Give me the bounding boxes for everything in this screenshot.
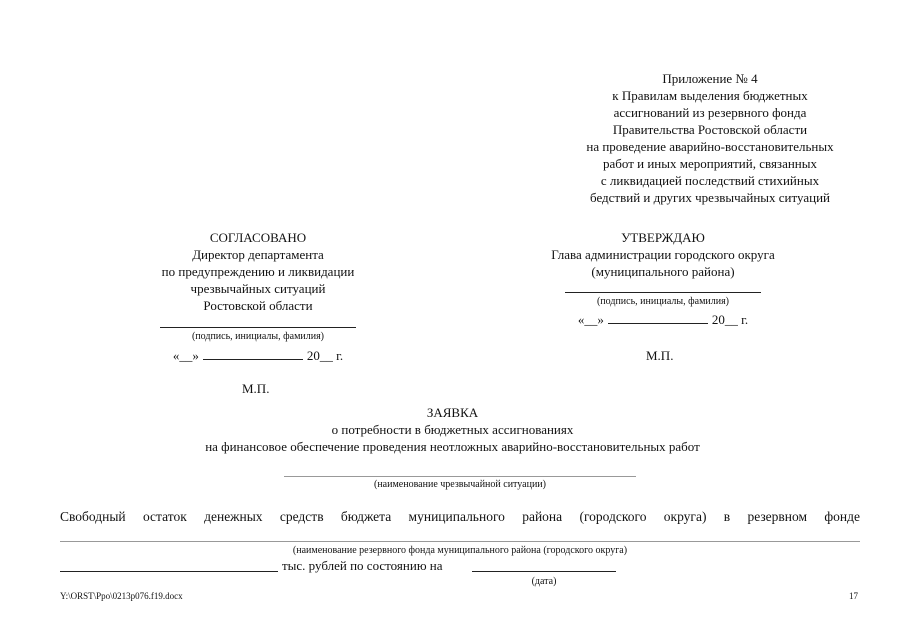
file-path: Y:\ORST\Ppo\0213p076.f19.docx bbox=[60, 591, 183, 601]
approved-heading: УТВЕРЖДАЮ bbox=[621, 230, 705, 245]
appendix-line: Приложение № 4 bbox=[662, 71, 758, 86]
agreed-heading: СОГЛАСОВАНО bbox=[209, 230, 307, 245]
agreed-signature-caption: (подпись, инициалы, фамилия) bbox=[191, 331, 325, 342]
reserve-fund-caption: (наименование резервного фонда муниципального района (городского округа) bbox=[292, 545, 628, 556]
appendix-line: Правительства Ростовской области bbox=[612, 122, 808, 137]
balance-word: резервном bbox=[747, 509, 808, 524]
agreed-date-year: 20__ г. bbox=[306, 348, 344, 363]
free-balance-text bbox=[60, 508, 860, 525]
approved-block bbox=[526, 229, 800, 328]
balance-word: денежных bbox=[204, 509, 263, 524]
agreed-date-day: «__» bbox=[172, 348, 199, 363]
agreed-date bbox=[140, 347, 376, 364]
request-title-block bbox=[0, 404, 905, 455]
agreed-stamp: М.П. bbox=[242, 381, 270, 396]
approved-signature-caption: (подпись, инициалы, фамилия) bbox=[596, 296, 730, 307]
approved-signature-line bbox=[565, 292, 761, 293]
approved-date-year: 20__ г. bbox=[711, 312, 749, 327]
agreed-line: по предупреждению и ликвидации bbox=[161, 264, 355, 279]
appendix-line: к Правилам выделения бюджетных bbox=[612, 88, 808, 103]
reserve-fund-line bbox=[60, 541, 860, 542]
appendix-line: бедствий и других чрезвычайных ситуаций bbox=[590, 190, 830, 205]
appendix-line: ассигнований из резервного фонда bbox=[613, 105, 807, 120]
agreed-line: Ростовской области bbox=[203, 298, 313, 313]
agreed-line: Директор департамента bbox=[192, 247, 324, 262]
request-title: ЗАЯВКА bbox=[426, 405, 479, 420]
appendix-line: работ и иных мероприятий, связанных bbox=[602, 156, 817, 171]
balance-word: фонде bbox=[824, 509, 860, 524]
agreed-date-month-blank bbox=[203, 347, 303, 360]
appendix-line: с ликвидацией последствий стихийных bbox=[600, 173, 820, 188]
request-subtitle: о потребности в бюджетных ассигнованиях bbox=[331, 422, 574, 437]
approved-date bbox=[526, 311, 800, 328]
balance-word: в bbox=[723, 509, 731, 524]
emergency-name-line bbox=[284, 476, 636, 477]
approved-date-month-blank bbox=[608, 311, 708, 324]
date-blank bbox=[472, 571, 616, 572]
agreed-signature-line bbox=[160, 327, 356, 328]
approved-line: Глава администрации городского округа bbox=[551, 247, 775, 262]
approved-line: (муниципального района) bbox=[591, 264, 735, 279]
amount-text: тыс. рублей по состоянию на bbox=[282, 558, 443, 573]
balance-word: района bbox=[522, 509, 563, 524]
agreed-block bbox=[140, 229, 376, 364]
balance-word: Свободный bbox=[60, 509, 126, 524]
approved-date-day: «__» bbox=[577, 312, 604, 327]
appendix-line: на проведение аварийно-восстановительных bbox=[586, 139, 834, 154]
balance-word: средств bbox=[279, 509, 324, 524]
request-subtitle: на финансовое обеспечение проведения неотложных аварийно-восстановительных работ bbox=[205, 439, 700, 454]
date-caption: (дата) bbox=[531, 576, 557, 587]
emergency-caption: (наименование чрезвычайной ситуации) bbox=[374, 479, 546, 490]
balance-word: округа) bbox=[663, 509, 707, 524]
approved-stamp: М.П. bbox=[646, 348, 674, 363]
page-number: 17 bbox=[849, 591, 858, 601]
balance-word: остаток bbox=[142, 509, 187, 524]
balance-word: бюджета bbox=[340, 509, 392, 524]
agreed-line: чрезвычайных ситуаций bbox=[190, 281, 326, 296]
appendix-header bbox=[560, 70, 860, 206]
balance-word: (городского bbox=[579, 509, 647, 524]
amount-blank bbox=[60, 571, 278, 572]
balance-word: муниципального bbox=[408, 509, 505, 524]
